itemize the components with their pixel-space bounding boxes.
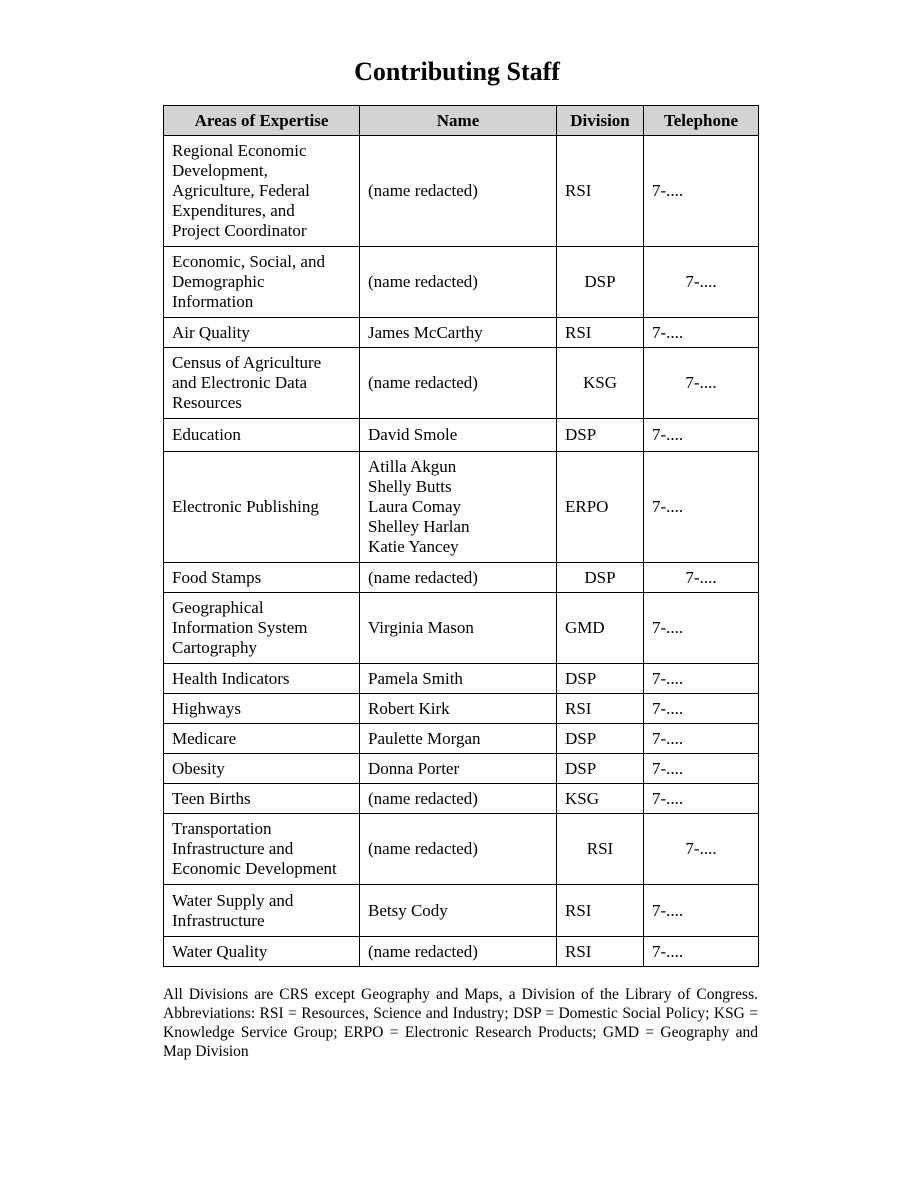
division-cell: [557, 664, 644, 694]
division-cell: [557, 318, 644, 348]
division-cell-text: RSI: [565, 698, 592, 718]
name-cell: [360, 885, 557, 937]
division-cell-text: KSG: [565, 788, 600, 808]
telephone-cell-text: 7-....: [685, 839, 717, 858]
name-cell-text: David Smole: [368, 425, 458, 444]
division-cell: [557, 885, 644, 937]
name-cell: [360, 452, 557, 563]
division-cell-text: DSP: [565, 728, 597, 748]
division-cell: [557, 754, 644, 784]
name-cell: [360, 937, 557, 967]
division-cell-text: RSI: [586, 839, 614, 858]
area-cell-text: Teen Births: [172, 788, 251, 808]
telephone-cell-text: 7-....: [685, 567, 717, 587]
name-cell: [360, 247, 557, 318]
table-row: [164, 664, 759, 694]
footnote: All Divisions are CRS except Geography and Maps, a Division of the Library of Congress. Abbreviations: RSI = Resources, Science and Industry; DSP = Domestic Social Policy; KSG = Knowledge Service Group; ERPO = Electronic Research Products; GMD = Geography and Map Division: [163, 986, 758, 1060]
area-cell-text: Education: [172, 425, 241, 444]
telephone-cell-text: 7-....: [652, 668, 684, 688]
name-cell: [360, 318, 557, 348]
name-cell-text: (name redacted): [368, 839, 478, 858]
area-cell: [164, 452, 360, 563]
table-row: [164, 784, 759, 814]
name-cell-text: (name redacted): [368, 567, 478, 587]
name-cell-text: Donna Porter: [368, 758, 460, 778]
area-cell: [164, 419, 360, 452]
area-cell-text: Electronic Publishing: [172, 497, 319, 516]
name-cell-text: Pamela Smith: [368, 668, 463, 688]
area-cell: [164, 784, 360, 814]
telephone-cell-text: 7-....: [652, 181, 684, 200]
division-cell: [557, 136, 644, 247]
name-cell: [360, 348, 557, 419]
division-cell-text: KSG: [582, 373, 617, 392]
telephone-cell: [644, 885, 759, 937]
name-cell-text: James McCarthy: [368, 322, 483, 342]
area-cell: [164, 563, 360, 593]
area-cell: [164, 348, 360, 419]
table-row: [164, 754, 759, 784]
area-cell: [164, 937, 360, 967]
staff-table: [163, 105, 759, 967]
division-cell-text: GMD: [565, 618, 605, 637]
name-cell: [360, 814, 557, 885]
area-cell: [164, 664, 360, 694]
telephone-cell-text: 7-....: [652, 758, 684, 778]
telephone-cell: [644, 937, 759, 967]
area-cell: [164, 136, 360, 247]
telephone-cell-text: 7-....: [652, 322, 684, 342]
division-cell-text: DSP: [565, 668, 597, 688]
telephone-cell: [644, 784, 759, 814]
table-row: [164, 563, 759, 593]
telephone-cell-text: 7-....: [652, 900, 684, 920]
area-cell-text: Water Supply and Infrastructure: [172, 890, 294, 930]
table-body: [164, 136, 759, 967]
table-row: [164, 419, 759, 452]
column-header-name: Name: [360, 106, 557, 136]
division-cell: [557, 937, 644, 967]
area-cell-text: Geographical Information System Cartography: [172, 598, 308, 657]
division-cell-text: ERPO: [565, 497, 609, 516]
area-cell: [164, 318, 360, 348]
table-header-row: [164, 106, 759, 136]
name-cell-text: Virginia Mason: [368, 618, 474, 637]
telephone-cell-text: 7-....: [652, 497, 684, 516]
area-cell: [164, 885, 360, 937]
telephone-cell-text: 7-....: [685, 373, 717, 392]
area-cell: [164, 694, 360, 724]
area-cell: [164, 814, 360, 885]
name-cell-text: (name redacted): [368, 373, 478, 392]
name-cell: [360, 563, 557, 593]
division-cell: [557, 247, 644, 318]
column-header-division: Division: [557, 106, 644, 136]
telephone-cell: [644, 563, 759, 593]
division-cell: [557, 593, 644, 664]
name-cell-text: Robert Kirk: [368, 698, 450, 718]
table-row: [164, 885, 759, 937]
area-cell-text: Water Quality: [172, 941, 268, 961]
telephone-cell-text: 7-....: [685, 272, 717, 291]
telephone-cell-text: 7-....: [652, 941, 684, 961]
name-cell-text: Betsy Cody: [368, 900, 448, 920]
division-cell-text: RSI: [565, 941, 592, 961]
division-cell-text: RSI: [565, 322, 592, 342]
column-header-areas: Areas of Expertise: [164, 106, 360, 136]
name-cell-text: (name redacted): [368, 788, 478, 808]
table-row: [164, 937, 759, 967]
name-cell-text: Paulette Morgan: [368, 728, 481, 748]
name-cell: [360, 419, 557, 452]
table-row: [164, 247, 759, 318]
division-cell-text: DSP: [565, 425, 597, 444]
division-cell: [557, 348, 644, 419]
table-row: [164, 136, 759, 247]
division-cell: [557, 814, 644, 885]
telephone-cell-text: 7-....: [652, 698, 684, 718]
name-cell: [360, 754, 557, 784]
name-cell-text: (name redacted): [368, 941, 478, 961]
division-cell-text: RSI: [565, 900, 592, 920]
telephone-cell: [644, 664, 759, 694]
name-cell: [360, 593, 557, 664]
table-row: [164, 593, 759, 664]
name-cell: [360, 784, 557, 814]
telephone-cell: [644, 318, 759, 348]
division-cell-text: DSP: [565, 758, 597, 778]
telephone-cell: [644, 419, 759, 452]
area-cell-text: Health Indicators: [172, 668, 290, 688]
telephone-cell: [644, 754, 759, 784]
area-cell-text: Obesity: [172, 758, 225, 778]
area-cell-text: Census of Agriculture and Electronic Data Resources: [172, 353, 322, 412]
telephone-cell: [644, 694, 759, 724]
telephone-cell-text: 7-....: [652, 425, 684, 444]
division-cell: [557, 452, 644, 563]
table-row: [164, 348, 759, 419]
area-cell-text: Economic, Social, and Demographic Information: [172, 252, 325, 311]
division-cell: [557, 419, 644, 452]
area-cell: [164, 247, 360, 318]
telephone-cell-text: 7-....: [652, 728, 684, 748]
area-cell: [164, 724, 360, 754]
name-cell-text: (name redacted): [368, 181, 478, 200]
area-cell-text: Transportation Infrastructure and Economic Development: [172, 819, 337, 878]
telephone-cell: [644, 247, 759, 318]
area-cell: [164, 593, 360, 664]
name-cell-text: (name redacted): [368, 272, 478, 291]
telephone-cell-text: 7-....: [652, 618, 684, 637]
telephone-cell: [644, 724, 759, 754]
name-cell: [360, 136, 557, 247]
telephone-cell: [644, 814, 759, 885]
area-cell-text: Food Stamps: [172, 567, 262, 587]
telephone-cell: [644, 136, 759, 247]
name-cell-text: Atilla Akgun Shelly Butts Laura Comay Shelley Harlan Katie Yancey: [368, 457, 470, 556]
telephone-cell: [644, 452, 759, 563]
telephone-cell-text: 7-....: [652, 788, 684, 808]
table-row: [164, 724, 759, 754]
area-cell-text: Regional Economic Development, Agriculture, Federal Expenditures, and Project Coordinator: [172, 141, 310, 240]
table-row: [164, 452, 759, 563]
name-cell: [360, 694, 557, 724]
area-cell: [164, 754, 360, 784]
division-cell: [557, 694, 644, 724]
division-cell: [557, 724, 644, 754]
page-title: Contributing Staff: [354, 57, 560, 86]
division-cell-text: DSP: [584, 567, 616, 587]
telephone-cell: [644, 593, 759, 664]
division-cell-text: DSP: [584, 272, 616, 291]
telephone-cell: [644, 348, 759, 419]
division-cell: [557, 784, 644, 814]
table-row: [164, 814, 759, 885]
division-cell: [557, 563, 644, 593]
area-cell-text: Air Quality: [172, 322, 250, 342]
table-row: [164, 318, 759, 348]
column-header-telephone: Telephone: [644, 106, 759, 136]
name-cell: [360, 724, 557, 754]
area-cell-text: Medicare: [172, 728, 237, 748]
name-cell: [360, 664, 557, 694]
area-cell-text: Highways: [172, 698, 241, 718]
table-row: [164, 694, 759, 724]
division-cell-text: RSI: [565, 181, 592, 200]
